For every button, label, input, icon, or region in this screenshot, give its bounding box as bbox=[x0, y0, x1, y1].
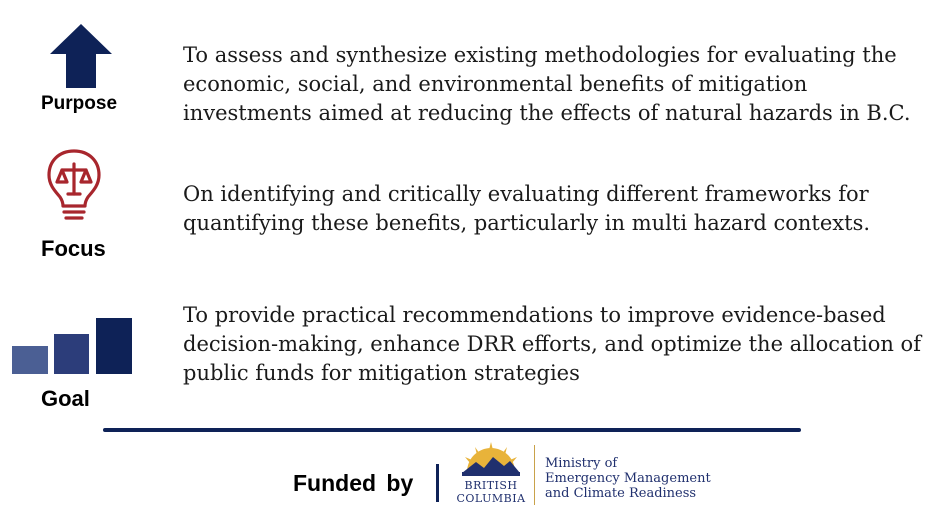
logo-british: BRITISH bbox=[464, 479, 518, 492]
goal-label: Goal bbox=[41, 386, 90, 411]
lightbulb-scales-icon bbox=[45, 148, 103, 224]
goal-text: To provide practical recommendations to improve evidence-based decision-making, enhance DRR efforts, and optimize the allocation of public funds for mitigation strategies bbox=[183, 303, 921, 385]
logo-divider bbox=[534, 445, 535, 505]
focus-label: Focus bbox=[41, 236, 106, 261]
funded-by-label: Funded by bbox=[293, 470, 414, 496]
ministry-line-2: Emergency Management bbox=[545, 471, 711, 486]
footer-separator bbox=[436, 464, 439, 502]
purpose-label: Purpose bbox=[41, 93, 118, 114]
bar-steps-icon bbox=[12, 318, 132, 374]
section-divider bbox=[103, 428, 801, 432]
ministry-line-3: and Climate Readiness bbox=[545, 486, 697, 501]
focus-text: On identifying and critically evaluating different frameworks for quantifying these benefits, particularly in multi hazard contexts. bbox=[183, 182, 871, 235]
logo-columbia: COLUMBIA bbox=[456, 492, 526, 505]
up-arrow-icon bbox=[50, 24, 112, 88]
purpose-text: To assess and synthesize existing methodologies for evaluating the economic, social, and environmental benefits of mitigation investments aimed at reducing the effects of natural hazards in B.C. bbox=[183, 43, 911, 125]
ministry-line-1: Ministry of bbox=[545, 456, 618, 471]
ministry-name bbox=[545, 456, 711, 501]
bc-sun-mountain-logo-icon bbox=[460, 442, 522, 476]
